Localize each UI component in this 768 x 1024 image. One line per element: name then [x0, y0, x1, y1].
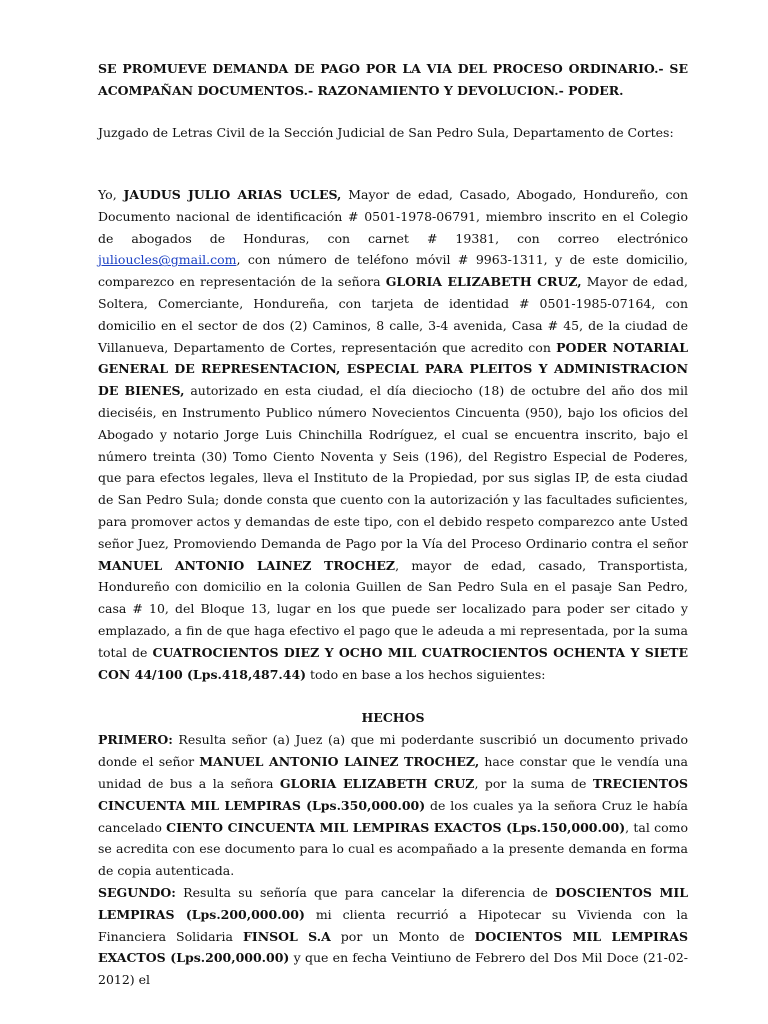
difference-amount: DOSCIENTOS MIL LEMPIRAS (Lps.200,000.00) [98, 884, 688, 922]
defendant-name: MANUEL ANTONIO LAINEZ TROCHEZ [98, 557, 396, 573]
client-name: GLORIA ELIZABETH CRUZ, [385, 274, 582, 290]
fact-text: de los cuales ya la señora Cruz le había cancelado [98, 797, 689, 835]
loan-amount: DOCIENTOS MIL LEMPIRAS EXACTOS (Lps.200,000.00) [98, 928, 688, 966]
lender-name: FINSOL S.A [242, 928, 331, 944]
fact-text: y que en fecha Veintiuno de Febrero del Dos Mil Doce (21-02-2012) el [98, 950, 689, 988]
fact-text: hace constar que le vendía una unidad de bus a la señora [98, 754, 689, 791]
client-name: GLORIA ELIZABETH CRUZ [279, 775, 475, 791]
fact-label: PRIMERO: [98, 732, 173, 748]
email-link[interactable]: julioucles@gmail.com [98, 252, 237, 268]
fact-text: , por la suma de [474, 775, 593, 791]
intro-text: , mayor de edad, casado, Transportista, Hondureño con domicilio en la colonia Guillen de San Pedro Sula en el pasaje San Pedro, casa # 10, del Bloque 13, lugar en los que puede ser localizado para poder ser citado y emplazado, a fin de que haga efectivo el pago que le adeuda a mi representada, por la suma total de [98, 557, 688, 660]
fact-text: mi clienta recurrió a Hipotecar su Vivienda con la Financiera Solidaria [98, 906, 688, 944]
claimed-amount: CUATROCIENTOS DIEZ Y OCHO MIL CUATROCIENTOS OCHENTA Y SIETE CON 44/100 (Lps.418,487.44) [98, 644, 688, 682]
fact-text: por un Monto de [330, 928, 475, 944]
paid-amount: CIENTO CINCUENTA MIL LEMPIRAS EXACTOS (Lps.150,000.00) [166, 819, 626, 835]
intro-text: todo en base a los hechos siguientes: [306, 666, 546, 682]
power-of-attorney-title: PODER NOTARIAL GENERAL DE REPRESENTACION, ESPECIAL PARA PLEITOS Y ADMINISTRACION DE BIENES, [98, 339, 689, 399]
fact-text: , tal como se acredita con ese documento para lo cual es acompañado a la presente demanda en forma de copia autenticada. [98, 819, 688, 879]
intro-text: , con número de teléfono móvil # 9963-1311, y de este domicilio, comparezco en representación de la señora [98, 252, 688, 290]
fact-primero [98, 729, 688, 882]
intro-text: Mayor de edad, Soltera, Comerciante, Hondureña, con tarjeta de identidad # 0501-1985-07164, con domicilio en el sector de dos (2) Caminos, 8 calle, 3-4 avenida, Casa # 45, de la ciudad de Villanueva, Departamento de Cortes, representación que acredito con [98, 274, 688, 355]
court-addressee: Juzgado de Letras Civil de la Sección Judicial de San Pedro Sula, Departamento de Cortes: [98, 125, 674, 140]
intro-text: Yo, [98, 187, 124, 202]
intro-text: Mayor de edad, Casado, Abogado, Hondureño, con Documento nacional de identificación # 0501-1978-06791, miembro inscrito en el Colegio de abogados de Honduras, con carnet # 19381, con correo electrónico [98, 187, 689, 246]
intro-paragraph [98, 184, 688, 685]
document-heading: SE PROMUEVE DEMANDA DE PAGO POR LA VIA DEL PROCESO ORDINARIO.- SE ACOMPAÑAN DOCUMENTOS.- RAZONAMIENTO Y DEVOLUCION.- PODER. [98, 61, 688, 98]
intro-text: autorizado en esta ciudad, el día dieciocho (18) de octubre del año dos mil dieciséis, en Instrumento Publico número Novecientos Cincuenta (950), bajo los oficios del Abogado y notario Jorge Luis Chinchilla Rodríguez, el cual se encuentra inscrito, bajo el número treinta (30) Tomo Ciento Noventa y Seis (196), del Registro Especial de Poderes, que para efectos legales, lleva el Instituto de la Propiedad, por sus siglas IP, de esta ciudad de San Pedro Sula; donde consta que cuento con la autorización y las facultades suficientes, para promover actos y demandas de este tipo, con el debido respeto comparezco ante Usted señor Juez, Promoviendo Demanda de Pago por la Vía del Proceso Ordinario contra el señor [98, 383, 689, 551]
fact-label: SEGUNDO: [98, 884, 176, 900]
fact-text: Resulta señor (a) Juez (a) que mi poderdante suscribió un documento privado donde el señor [98, 732, 688, 770]
attorney-name: JAUDUS JULIO ARIAS UCLES, [123, 187, 342, 202]
fact-segundo [98, 882, 688, 991]
fact-text: Resulta su señoría que para cancelar la diferencia de [175, 884, 556, 900]
sale-amount: TRECIENTOS CINCUENTA MIL LEMPIRAS (Lps.350,000.00) [98, 775, 689, 813]
facts-title: HECHOS [361, 710, 425, 726]
document-page [98, 58, 688, 991]
defendant-name: MANUEL ANTONIO LAINEZ TROCHEZ, [199, 754, 480, 770]
